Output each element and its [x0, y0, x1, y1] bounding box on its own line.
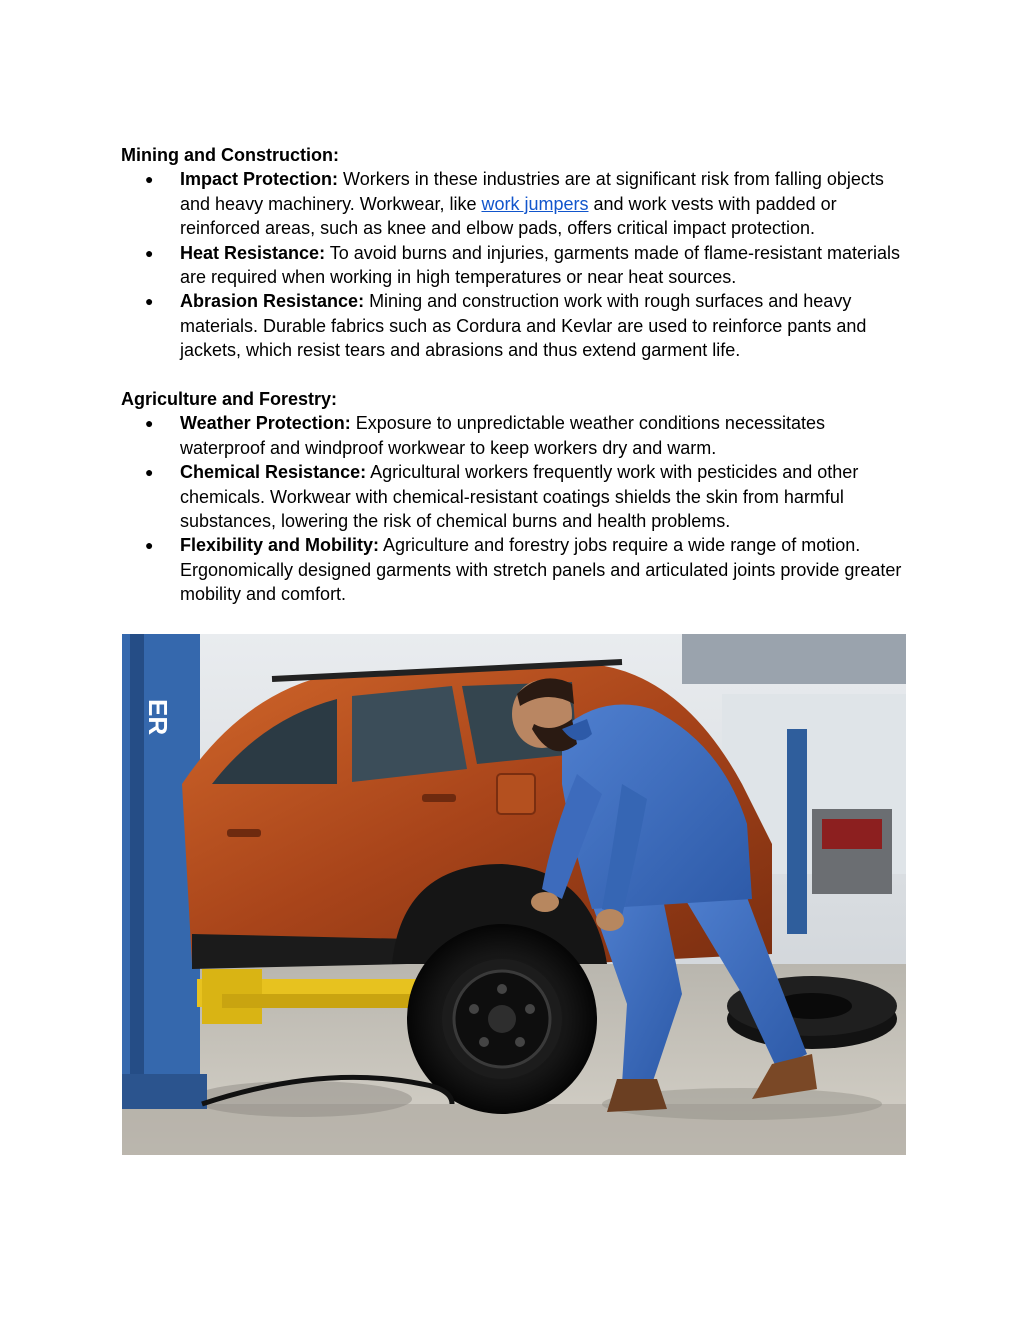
list-item-chemical-resistance: [121, 460, 911, 533]
bullet-icon: ●: [145, 244, 154, 261]
mining-bullet-list: [121, 167, 911, 362]
section-heading-agriculture: Agriculture and Forestry:: [121, 389, 338, 410]
item-text: Mining and construction work with rough surfaces and heavy materials. Durable fabrics such as Cordura and Kevlar are used to reinforce pants and jackets, which resist tears and abrasions and thus extend garment life.: [180, 291, 867, 361]
paragraph-spacer: [121, 363, 911, 387]
item-text: Exposure to unpredictable weather conditions necessitates waterproof and windproof workwear to keep workers dry and warm.: [180, 413, 825, 458]
term-label: Impact Protection:: [180, 169, 339, 190]
item-text: Workers in these industries are at significant risk from falling objects and heavy machinery. Workwear, like: [180, 169, 884, 214]
list-item-impact-protection: [121, 167, 911, 240]
term-label: Weather Protection:: [180, 413, 351, 434]
term-label: Heat Resistance:: [180, 242, 326, 263]
list-item-heat-resistance: [121, 241, 911, 290]
item-text: and work vests with padded or reinforced areas, such as knee and elbow pads, offers critical impact protection.: [180, 193, 837, 239]
garage-mechanic-photo: [122, 634, 906, 1155]
bullet-icon: ●: [145, 171, 154, 188]
item-text: Agriculture and forestry jobs require a wide range of motion. Ergonomically designed garments with stretch panels and articulated joints provide greater mobility and comfort.: [180, 535, 902, 605]
term-label: Abrasion Resistance:: [180, 291, 365, 312]
bullet-icon: ●: [145, 537, 154, 554]
document-body: [121, 143, 911, 607]
work-jumpers-link[interactable]: work jumpers: [481, 193, 589, 214]
bullet-icon: ●: [145, 415, 154, 432]
lift-lettering: ER: [143, 699, 173, 736]
agriculture-bullet-list: [121, 411, 911, 606]
item-text: Agricultural workers frequently work with pesticides and other chemicals. Workwear with chemical-resistant coatings shields the skin from harmful substances, lowering the risk of chemical burns and health problems.: [180, 462, 859, 532]
section-heading-mining: Mining and Construction:: [121, 145, 339, 165]
bullet-icon: ●: [145, 464, 154, 481]
bullet-icon: ●: [145, 293, 154, 310]
item-text: To avoid burns and injuries, garments made of flame-resistant materials are required when working in high temperatures or near heat sources.: [180, 242, 901, 288]
term-label: Chemical Resistance:: [180, 462, 367, 483]
list-item-flexibility-mobility: [121, 533, 911, 606]
term-label: Flexibility and Mobility:: [180, 535, 380, 556]
list-item-abrasion-resistance: [121, 289, 911, 362]
list-item-weather-protection: [121, 411, 911, 460]
